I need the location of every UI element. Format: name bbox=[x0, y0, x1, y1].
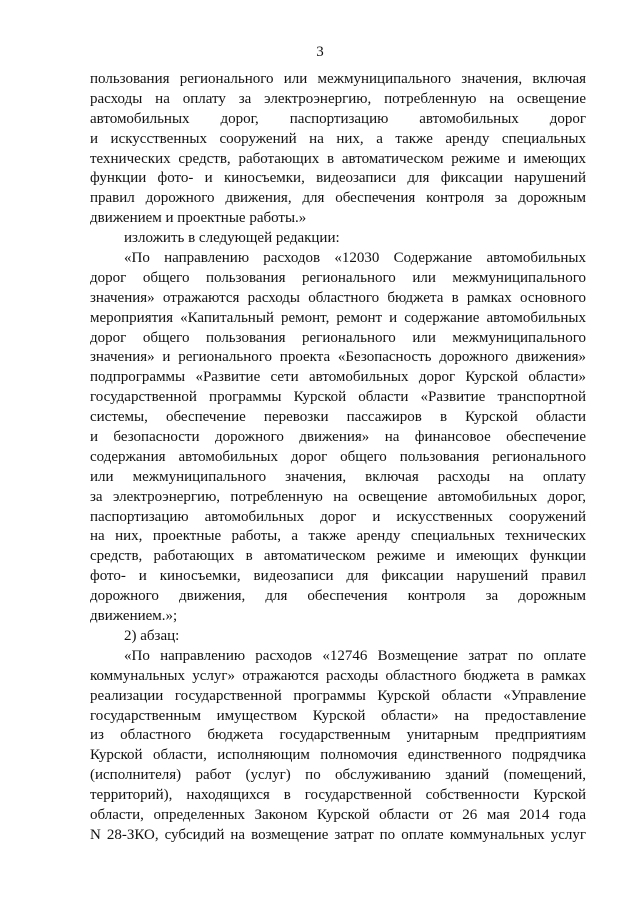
text-line: значения» и регионального проекта «Безопасность дорожного движения» bbox=[90, 349, 586, 366]
text-line: паспортизацию автомобильных дорог и искусственных сооружений bbox=[90, 508, 586, 525]
page-number: 3 bbox=[316, 44, 324, 60]
text-line: 2) абзац: bbox=[124, 627, 180, 644]
text-line: мероприятия «Капитальный ремонт, ремонт и содержание автомобильных bbox=[90, 309, 586, 326]
text-line: коммунальных услуг» отражаются расходы областного бюджета в рамках bbox=[90, 667, 586, 684]
text-line: дорожного движения, для обеспечения контроля за дорожным bbox=[90, 588, 586, 605]
text-line: (исполнителя) работ (услуг) по обслуживанию зданий (помещений, bbox=[90, 767, 586, 784]
text-line: фото- и киносъемки, видеозаписи для фиксации нарушений правил bbox=[90, 568, 586, 585]
text-line: движением и проектные работы.» bbox=[90, 210, 307, 227]
text-line: автомобильных дорог, паспортизацию автомобильных дорог bbox=[90, 110, 586, 127]
text-line: или межмуниципального значения, включая расходы на оплату bbox=[90, 468, 586, 485]
text-line: области, определенных Законом Курской области от 26 мая 2014 года bbox=[90, 806, 586, 823]
text-line: технических средств, работающих в автоматическом режиме и имеющих bbox=[90, 150, 586, 167]
text-line: государственным имуществом Курской области» на предоставление bbox=[90, 707, 586, 724]
document-body bbox=[90, 70, 586, 846]
text-line: дорог общего пользования регионального или межмуниципального bbox=[90, 269, 586, 286]
text-line: реализации государственной программы Курской области «Управление bbox=[90, 687, 586, 704]
text-line: правил дорожного движения, для обеспечения контроля за дорожным bbox=[90, 190, 586, 207]
text-line: подпрограммы «Развитие сети автомобильных дорог Курской области» bbox=[90, 369, 586, 386]
text-line: «По направлению расходов «12030 Содержание автомобильных bbox=[124, 250, 586, 267]
text-line: расходы на оплату за электроэнергию, потребленную на освещение bbox=[90, 90, 586, 107]
text-line: движением.»; bbox=[90, 608, 178, 625]
text-line: за электроэнергию, потребленную на освещение автомобильных дорог, bbox=[90, 488, 586, 505]
text-line: системы, обеспечение перевозки пассажиров в Курской области bbox=[90, 409, 586, 426]
text-line: функции фото- и киносъемки, видеозаписи для фиксации нарушений bbox=[90, 170, 586, 187]
text-line: и безопасности дорожного движения» на финансовое обеспечение bbox=[90, 429, 586, 446]
text-line: средств, работающих в автоматическом режиме и имеющих функции bbox=[90, 548, 586, 565]
text-line: N 28-ЗКО, субсидий на возмещение затрат по оплате коммунальных услуг bbox=[90, 826, 586, 843]
text-line: территорий), находящихся в государственной собственности Курской bbox=[90, 787, 586, 804]
text-line: на них, проектные работы, а также аренду специальных технических bbox=[90, 528, 586, 545]
text-line: значения» отражаются расходы областного бюджета в рамках основного bbox=[90, 289, 586, 306]
text-line: «По направлению расходов «12746 Возмещение затрат по оплате bbox=[124, 647, 586, 664]
text-line: и искусственных сооружений на них, а также аренду специальных bbox=[90, 130, 586, 147]
text-line: изложить в следующей редакции: bbox=[124, 230, 340, 247]
text-line: дорог общего пользования регионального или межмуниципального bbox=[90, 329, 586, 346]
text-line: из областного бюджета государственным унитарным предприятиям bbox=[90, 727, 586, 744]
text-line: содержания автомобильных дорог общего пользования регионального bbox=[90, 448, 586, 465]
text-line: пользования регионального или межмуниципального значения, включая bbox=[90, 71, 586, 87]
text-line: Курской области, исполняющим полномочия единственного подрядчика bbox=[90, 747, 586, 764]
text-line: государственной программы Курской области «Развитие транспортной bbox=[90, 389, 586, 406]
